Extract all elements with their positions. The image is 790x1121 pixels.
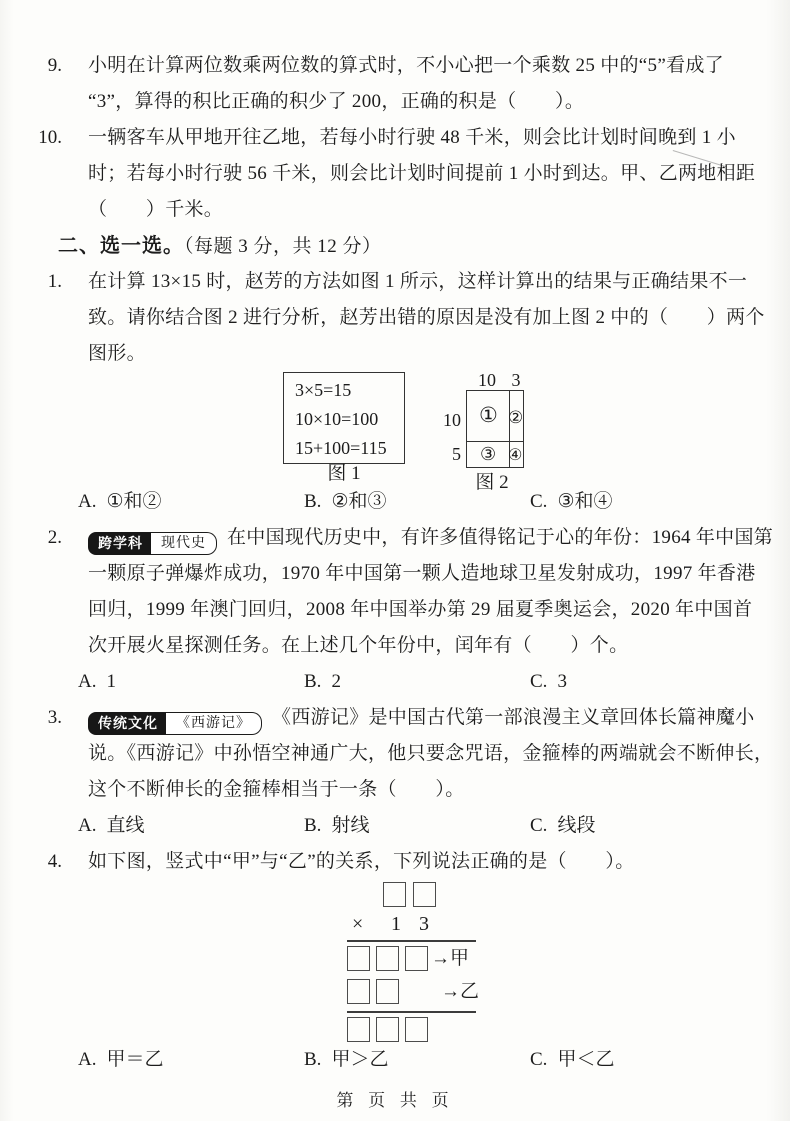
option-c-text: 3 (557, 671, 567, 692)
option-c-label: C. (530, 815, 548, 836)
times-sign: × (352, 913, 364, 935)
question-9-line-1: 小明在计算两位数乘两位数的算式时，不小心把一个乘数 25 中的“5”看成了 (88, 55, 724, 76)
choice-question-3-line-1-text: 《西游记》是中国古代第一部浪漫主义章回体长篇神魔小 (272, 707, 755, 728)
traditional-culture-badge (88, 712, 262, 735)
option-c-label: C. (530, 1049, 548, 1070)
digit-box (376, 979, 399, 1004)
digit-box (405, 1017, 428, 1042)
choice-question-2-line-1-text: 在中国现代历史中，有许多值得铭记于心的年份：1964 年中国第 (227, 527, 774, 548)
figure-1-equation-3: 15+100=115 (295, 438, 387, 458)
figure-1-equation-1: 3×5=15 (295, 380, 352, 400)
option-c-text: 甲＜乙 (557, 1049, 615, 1070)
choice-question-1-number: 1. (47, 271, 62, 292)
arrow-jia-label: →甲 (431, 948, 470, 969)
figure-2-cell-3: ③ (480, 444, 497, 464)
cross-subject-badge (88, 532, 217, 555)
traditional-culture-badge-dark: 传统文化 (88, 712, 166, 735)
figure-2-col-label-10: 10 (478, 370, 496, 390)
question-9-line-2: “3”，算得的积比正确的积少了 200，正确的积是（ ）。 (88, 91, 585, 112)
section-2-header (58, 228, 758, 264)
page-footer: 第 页 共 页 (336, 1091, 454, 1110)
option-a-text: 甲＝乙 (106, 1049, 164, 1070)
question-10-line-1: 一辆客车从甲地开往乙地，若每小时行驶 48 千米，则会比计划时间晚到 1 小 (88, 127, 736, 148)
digit-box (383, 882, 406, 907)
option-a-text: 1 (106, 671, 116, 692)
option-c-text: ③和④ (557, 491, 613, 512)
arrow-yi-label: →乙 (441, 981, 480, 1002)
rule-line (347, 1011, 476, 1013)
digit-box (347, 979, 370, 1004)
option-b-text: 甲＞乙 (331, 1049, 389, 1070)
option-a (78, 808, 304, 844)
choice-question-3 (47, 700, 774, 808)
choice-question-2 (47, 520, 774, 664)
choice-question-3-line-2: 说。《西游记》中孙悟空神通广大，他只要念咒语，金箍棒的两端就会不断伸长， (88, 743, 774, 764)
digit-box (347, 946, 370, 971)
option-c (530, 1042, 756, 1078)
multiplier-digit-1: 1 (391, 913, 401, 935)
cross-subject-badge-light: 现代史 (151, 532, 217, 555)
digit-box (405, 946, 428, 971)
choice-question-1-line-1: 在计算 13×15 时，赵芳的方法如图 1 所示，这样计算出的结果与正确结果不一 (88, 271, 748, 292)
choice-question-4-line-1: 如下图，竖式中“甲”与“乙”的关系，下列说法正确的是（ ）。 (88, 851, 635, 872)
question-10-number: 10. (38, 127, 62, 148)
choice-question-1-options (58, 484, 758, 520)
choice-question-2-line-1 (88, 520, 774, 556)
option-a-label: A. (78, 491, 97, 512)
option-a-text: 直线 (106, 815, 145, 836)
question-9 (47, 48, 758, 120)
figure-row (58, 370, 758, 493)
figure-1 (283, 372, 405, 484)
option-a-text: ①和② (106, 491, 162, 512)
figure-2-cell-4: ④ (508, 447, 523, 464)
choice-question-3-line-3: 这个不断伸长的金箍棒相当于一条（ ）。 (88, 779, 465, 800)
choice-question-2-options (58, 664, 758, 700)
digit-box (347, 1017, 370, 1042)
question-10-line-3: （ ）千米。 (88, 199, 224, 220)
multiplier-digit-3: 3 (419, 913, 429, 935)
option-c (530, 808, 756, 844)
option-a-label: A. (78, 815, 97, 836)
choice-question-3-number: 3. (47, 707, 62, 728)
option-b-text: 射线 (331, 815, 370, 836)
option-b-label: B. (304, 1049, 322, 1070)
figure-2-row-label-10: 10 (443, 410, 461, 430)
option-a-label: A. (78, 1049, 97, 1070)
choice-question-2-line-3: 回归，1999 年澳门回归，2008 年中国举办第 29 届夏季奥运会，2020 年中国首 (88, 599, 753, 620)
choice-question-2-number: 2. (47, 527, 62, 548)
figure-2-caption: 图 2 (475, 472, 509, 493)
figure-1-equation-2: 10×10=100 (295, 409, 379, 429)
choice-question-3-options (58, 808, 758, 844)
section-2-title: 二、选一选。 (58, 235, 184, 257)
question-10 (38, 120, 758, 228)
choice-question-4-options (58, 1042, 758, 1078)
digit-box (413, 882, 436, 907)
digit-box (376, 1017, 399, 1042)
figure-2-horizontal-line (467, 441, 523, 442)
choice-question-2-line-2: 一颗原子弹爆炸成功，1970 年中国第一颗人造地球卫星发射成功，1997 年香港 (88, 563, 756, 584)
figure-1-box (283, 372, 405, 464)
traditional-culture-badge-light: 《西游记》 (166, 712, 262, 735)
figure-2-cell-1: ① (479, 403, 498, 427)
option-a (78, 1042, 304, 1078)
option-b-text: ②和③ (331, 491, 387, 512)
option-b (304, 1042, 530, 1078)
option-a-label: A. (78, 671, 97, 692)
section-2-score-note: （每题 3 分，共 12 分） (184, 236, 382, 257)
option-c-label: C. (530, 671, 548, 692)
choice-question-4-number: 4. (47, 851, 62, 872)
rule-line (347, 940, 476, 942)
question-9-number: 9. (47, 55, 62, 76)
choice-question-1 (47, 264, 765, 372)
option-c-label: C. (530, 491, 548, 512)
figure-2 (443, 370, 531, 493)
choice-question-1-line-2: 致。请你结合图 2 进行分析，赵芳出错的原因是没有加上图 2 中的（ ）两个 (88, 307, 765, 328)
option-c (530, 664, 756, 700)
choice-question-1-line-3: 图形。 (88, 343, 146, 364)
figure-2-row-label-5: 5 (452, 444, 461, 464)
cross-subject-badge-dark: 跨学科 (88, 532, 151, 555)
figure-2-grid (466, 390, 524, 468)
option-b-label: B. (304, 815, 322, 836)
choice-question-4 (47, 844, 758, 880)
option-a (78, 664, 304, 700)
vertical-multiplication-diagram (347, 880, 479, 1042)
digit-box (376, 946, 399, 971)
option-a (78, 484, 304, 520)
figure-2-cell-2: ② (508, 408, 524, 427)
choice-question-2-line-4: 次开展火星探测任务。在上述几个年份中，闰年有（ ）个。 (88, 635, 629, 656)
option-c-text: 线段 (557, 815, 596, 836)
option-c (530, 484, 756, 520)
figure-1-caption: 图 1 (327, 463, 361, 484)
option-b-text: 2 (331, 671, 341, 692)
question-10-line-2: 时；若每小时行驶 56 千米，则会比计划时间提前 1 小时到达。甲、乙两地相距 (88, 163, 756, 184)
figure-2-col-label-3: 3 (511, 370, 521, 390)
page-content (38, 48, 774, 1078)
choice-question-3-line-1 (88, 700, 758, 736)
option-b-label: B. (304, 491, 322, 512)
option-b (304, 664, 530, 700)
option-b (304, 808, 530, 844)
option-b-label: B. (304, 671, 322, 692)
